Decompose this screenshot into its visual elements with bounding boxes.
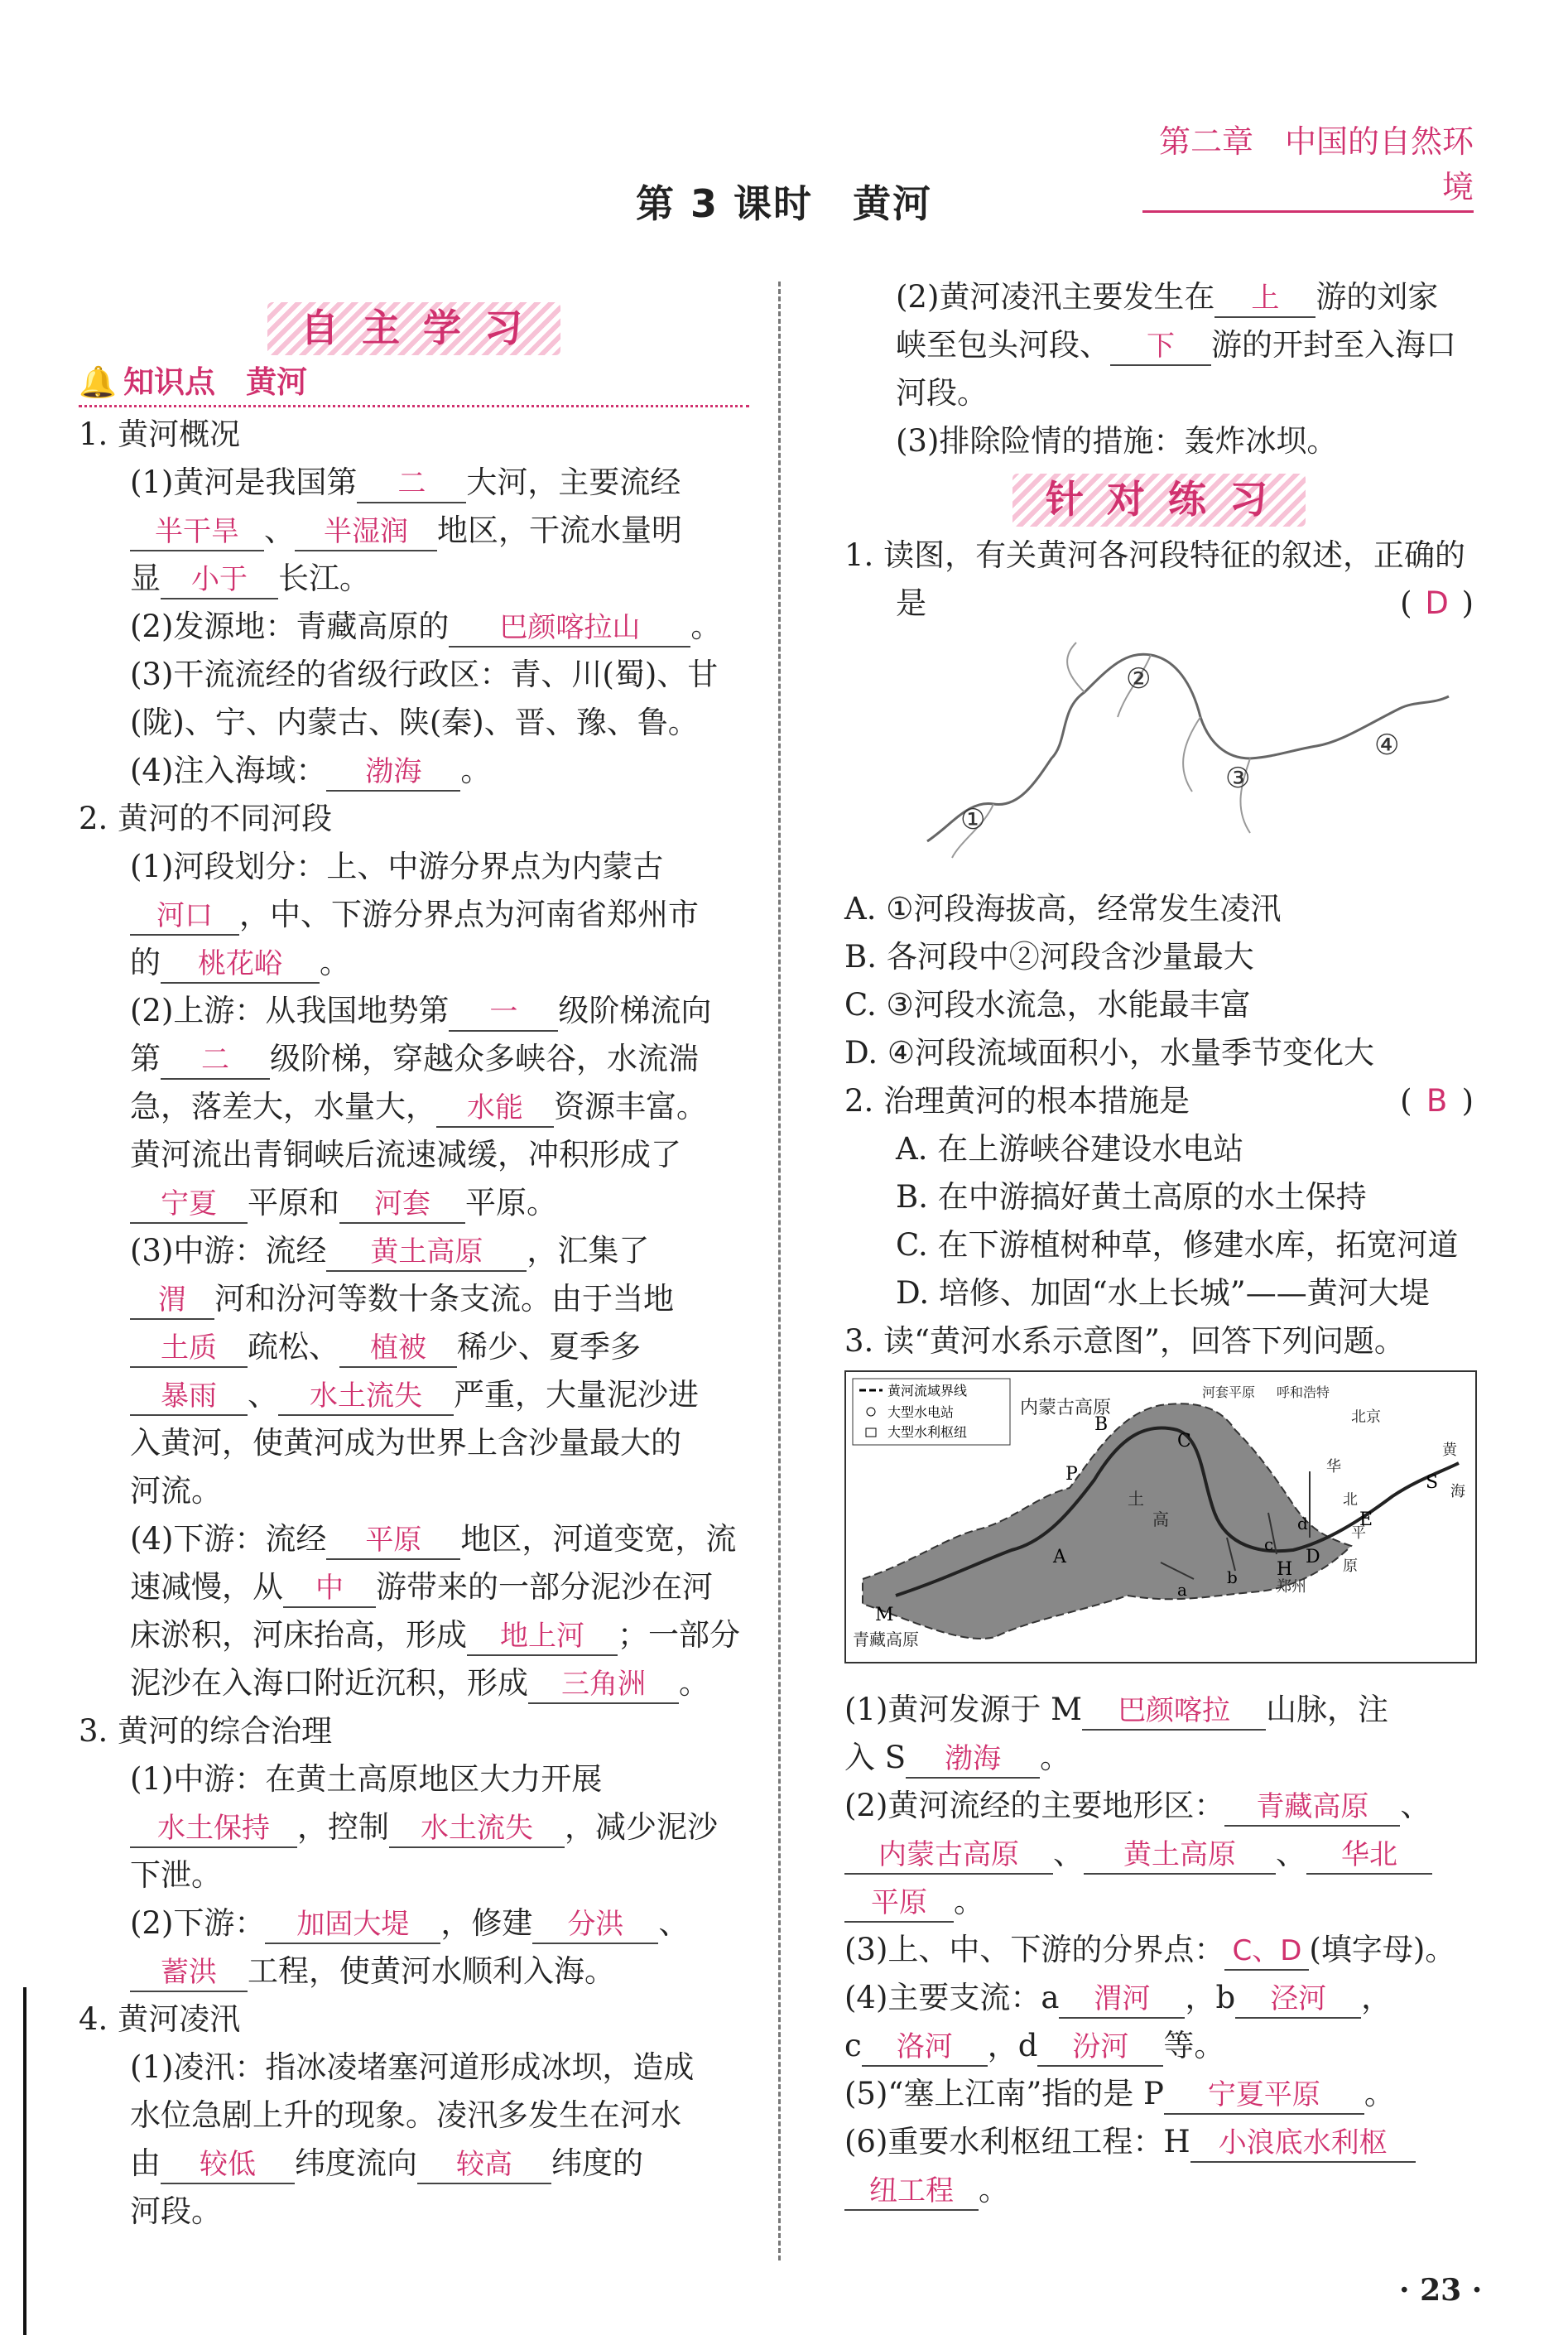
answer: 水土流失 [278,1378,454,1416]
answer: 土质 [130,1330,248,1368]
answer: 地上河 [467,1618,618,1656]
text-line: (4)下游：流经 平原 地区，河道变宽，流 [79,1515,749,1563]
heading-ice-flood: 4. 黄河凌汛 [79,2001,241,2037]
text-line: (3)中游：流经 黄土高原 ，汇集了 [79,1227,749,1275]
question-2: 2. 治理黄河的根本措施是 ( B ) [844,1077,1474,1125]
text-line: 峡至包头河段、 下 游的开封至入海口 [844,321,1474,369]
heading-overview: 1. 黄河概况 [79,416,241,452]
svg-text:大型水利枢纽: 大型水利枢纽 [887,1424,968,1440]
answer: 加固大堤 [265,1906,440,1944]
svg-text:内蒙古高原: 内蒙古高原 [1020,1398,1112,1418]
svg-text:海: 海 [1450,1483,1465,1500]
text-line: 渭 河和汾河等数十条支流。由于当地 [79,1275,749,1323]
text-line: 蓄洪 工程，使黄河水顺利入海。 [79,1947,749,1996]
answer: 二 [357,465,466,503]
svg-text:平: 平 [1351,1524,1366,1542]
svg-text:河套平原: 河套平原 [1202,1384,1256,1400]
map-label-2: ② [1126,662,1152,696]
question-1: 1. 读图，有关黄河各河段特征的叙述，正确的 [844,537,1466,573]
answer: 蓄洪 [130,1954,248,1992]
choice-answer: B [1426,1083,1448,1119]
answer: 黄土高原 [1084,1837,1276,1875]
text-line: 内蒙古高原 、 黄土高原 、 华北 [844,1830,1474,1878]
page-title: 第 3 课时 黄河 [635,181,933,226]
svg-text:黄: 黄 [1442,1442,1457,1459]
text-line: (2)黄河流经的主要地形区： 青藏高原 、 [844,1782,1474,1830]
answer: 中 [283,1570,376,1608]
answer: 较低 [161,2146,295,2184]
answer: 平原 [844,1885,954,1923]
text-line: 下泄。 [130,1857,222,1893]
text-line: 急，落差大，水量大， 水能 资源丰富。 [79,1083,749,1131]
question-3: 3. 读“黄河水系示意图”，回答下列问题。 [844,1323,1405,1359]
svg-text:高: 高 [1152,1509,1169,1529]
option-line: D. 培修、加固“水上长城”——黄河大堤 [896,1275,1430,1311]
option-line: C. 在下游植树种草，修建水库，拓宽河道 [896,1227,1459,1263]
svg-text:D: D [1306,1547,1320,1567]
answer: 渤海 [326,753,460,792]
text-line: 宁夏 平原和 河套 平原。 [79,1179,749,1227]
option-line: B. 各河段中②河段含沙量最大 [844,939,1254,975]
answer: 内蒙古高原 [844,1837,1053,1875]
answer: 汾河 [1037,2029,1163,2067]
knowledge-point-heading: 🔔 知识点 黄河 [79,360,749,407]
right-column [844,273,1474,2214]
answer: 上 [1214,280,1315,318]
answer: 小于 [161,561,278,599]
text-line: 泥沙在入海口附近沉积，形成 三角洲 。 [79,1659,749,1707]
answer: 一 [449,994,558,1032]
answer: 下 [1110,328,1211,366]
text-line: c 洛河 ，d 汾河 等。 [844,2022,1474,2070]
section-heading-self-study: 自主学习 [79,302,749,355]
answer: 宁夏平原 [1164,2077,1364,2115]
text-line: 水土保持 ，控制 水土流失 ，减少泥沙 [79,1803,749,1851]
answer: 半干旱 [130,513,264,551]
text-line: 暴雨 、 水土流失 严重，大量泥沙进 [79,1371,749,1419]
binding-edge [23,1987,26,2335]
answer: 二 [161,1042,270,1080]
text-line: (1)黄河是我国第 二 大河，主要流经 [79,459,749,507]
text-line: 入 S 渤海 。 [844,1734,1474,1782]
text-line: (1)黄河发源于 M 巴颜喀拉 山脉，注 [844,1686,1474,1734]
svg-text:B: B [1094,1414,1109,1435]
answer: 青藏高原 [1224,1789,1400,1827]
text-line: 半干旱 、 半湿润 地区，干流水量明 [79,507,749,555]
text-line: (1)中游：在黄土高原地区大力开展 [130,1761,603,1797]
svg-text:黄河流域界线: 黄河流域界线 [887,1383,968,1399]
yellow-river-system-map [844,1370,1477,1663]
answer: 渭河 [1059,1981,1185,2019]
answer: 较高 [417,2146,551,2184]
svg-text:土: 土 [1128,1489,1144,1509]
answer: 巴颜喀拉 [1082,1692,1266,1731]
svg-text:c: c [1264,1534,1274,1554]
map-label-3: ③ [1225,762,1251,795]
answer: 渤海 [906,1740,1040,1779]
text-line: (2)黄河凌汛主要发生在 上 游的刘家 [844,273,1474,321]
text-line: (2)下游： 加固大堤 ，修建 分洪 、 [79,1899,749,1947]
text-line: (1)河段划分：上、中游分界点为内蒙古 [130,849,664,884]
answer: 洛河 [862,2029,988,2067]
answer: 水土流失 [389,1810,565,1848]
text-line: (3)排除险情的措施：轰炸冰坝。 [896,423,1338,459]
text-line: (3)干流流经的省级行政区：青、川(蜀)、甘 [130,657,719,692]
answer: 泾河 [1235,1981,1361,2019]
svg-text:呼和浩特: 呼和浩特 [1277,1384,1330,1400]
text-line: (2)发源地：青藏高原的 巴颜喀拉山 。 [79,603,749,651]
svg-text:P: P [1065,1464,1078,1485]
text-line: 床淤积，河床抬高，形成 地上河 ；一部分 [79,1611,749,1659]
text-line: 由 较低 纬度流向 较高 纬度的 [79,2140,749,2188]
answer: 河口 [130,898,239,936]
map-label-1: ① [960,803,986,836]
svg-text:大型水电站: 大型水电站 [887,1404,955,1420]
answer: 桃花峪 [161,946,320,984]
svg-text:b: b [1227,1567,1238,1587]
answer: C、D [1224,1933,1309,1971]
answer: 分洪 [532,1906,658,1944]
question-1-stem: 是 ( D ) [844,580,1474,628]
svg-text:北: 北 [1343,1491,1358,1509]
answer: 平原 [326,1522,460,1560]
svg-text:原: 原 [1343,1557,1358,1575]
answer: 水能 [436,1090,554,1128]
text-line: (4)注入海域： 渤海 。 [79,747,749,795]
option-line: A. ①河段海拔高，经常发生凌汛 [844,891,1282,927]
svg-text:E: E [1359,1509,1373,1530]
text-line: 第 二 级阶梯，穿越众多峡谷，水流湍 [79,1035,749,1083]
text-line: 土质 疏松、 植被 稀少、夏季多 [79,1323,749,1371]
text-line: (6)重要水利枢纽工程：H 小浪底水利枢 [844,2118,1474,2166]
answer: 华北 [1306,1837,1432,1875]
answer: 水土保持 [130,1810,297,1848]
page-number: · 23 · [1399,2273,1483,2308]
answer: 宁夏 [130,1186,248,1224]
svg-text:M: M [875,1605,894,1625]
answer: 三角洲 [528,1666,679,1704]
option-line: A. 在上游峡谷建设水电站 [896,1131,1244,1167]
answer: 植被 [339,1330,457,1368]
text-line: 河流。 [130,1473,222,1509]
yellow-river-sketch-map [878,634,1457,866]
heading-river-sections: 2. 黄河的不同河段 [79,801,333,836]
text-line: 纽工程 。 [844,2166,1474,2214]
answer: 河套 [339,1186,465,1224]
left-column [79,294,749,2236]
option-line: C. ③河段水流急，水能最丰富 [844,987,1251,1023]
option-line: B. 在中游搞好黄土高原的水土保持 [896,1179,1367,1215]
svg-text:A: A [1053,1547,1066,1567]
text-line: (2)上游：从我国地势第 一 级阶梯流向 [79,987,749,1035]
text-line: (1)凌汛：指冰凌堵塞河道形成冰坝，造成 [130,2049,695,2085]
column-divider [778,282,781,2260]
text-line: (陇)、宁、内蒙古、陕(秦)、晋、豫、鲁。 [130,705,699,740]
option-line: D. ④河段流域面积小，水量季节变化大 [844,1035,1375,1071]
choice-answer: D [1425,585,1449,621]
text-line: (4)主要支流：a 渭河 ，b 泾河 ， [844,1974,1474,2022]
svg-text:北京: 北京 [1351,1408,1381,1426]
svg-text:郑州: 郑州 [1277,1578,1306,1596]
answer: 巴颜喀拉山 [449,609,690,648]
text-line: 水位急剧上升的现象。凌汛多发生在河水 [130,2097,681,2133]
text-line: 黄河流出青铜峡后流速减缓，冲积形成了 [130,1137,681,1172]
map-label-4: ④ [1374,729,1400,762]
answer: 暴雨 [130,1378,248,1416]
svg-text:C: C [1177,1431,1191,1452]
text-line: (5)“塞上江南”指的是 P 宁夏平原 。 [844,2070,1474,2118]
text-line: 河口 ，中、下游分界点为河南省郑州市 [79,891,749,939]
answer: 黄土高原 [326,1234,527,1272]
svg-text:华: 华 [1326,1458,1341,1476]
chapter-header: 第二章 中国的自然环境 [1142,116,1474,213]
svg-text:a: a [1177,1580,1187,1600]
section-heading-practice: 针对练习 [844,474,1474,527]
text-line: 速减慢，从 中 游带来的一部分泥沙在河 [79,1563,749,1611]
answer: 纽工程 [844,2173,979,2211]
svg-text:青藏高原: 青藏高原 [853,1630,919,1649]
svg-text:S: S [1426,1472,1439,1493]
text-line: 显 小于 长江。 [79,555,749,603]
answer: 小浪底水利枢 [1190,2125,1416,2163]
bell-icon: 🔔 [79,364,118,400]
answer: 渭 [130,1282,214,1320]
answer: 半湿润 [295,513,437,551]
text-line: 河段。 [896,375,988,411]
heading-governance: 3. 黄河的综合治理 [79,1713,333,1749]
svg-text:H: H [1277,1559,1293,1580]
text-line: 入黄河，使黄河成为世界上含沙量最大的 [130,1425,681,1461]
text-line: 平原 。 [844,1878,1474,1926]
text-line: 河段。 [130,2193,222,2229]
text-line: (3)上、中、下游的分界点： C、D (填字母)。 [844,1926,1474,1974]
text-line: 的 桃花峪 。 [79,939,749,987]
svg-text:d: d [1297,1514,1308,1533]
